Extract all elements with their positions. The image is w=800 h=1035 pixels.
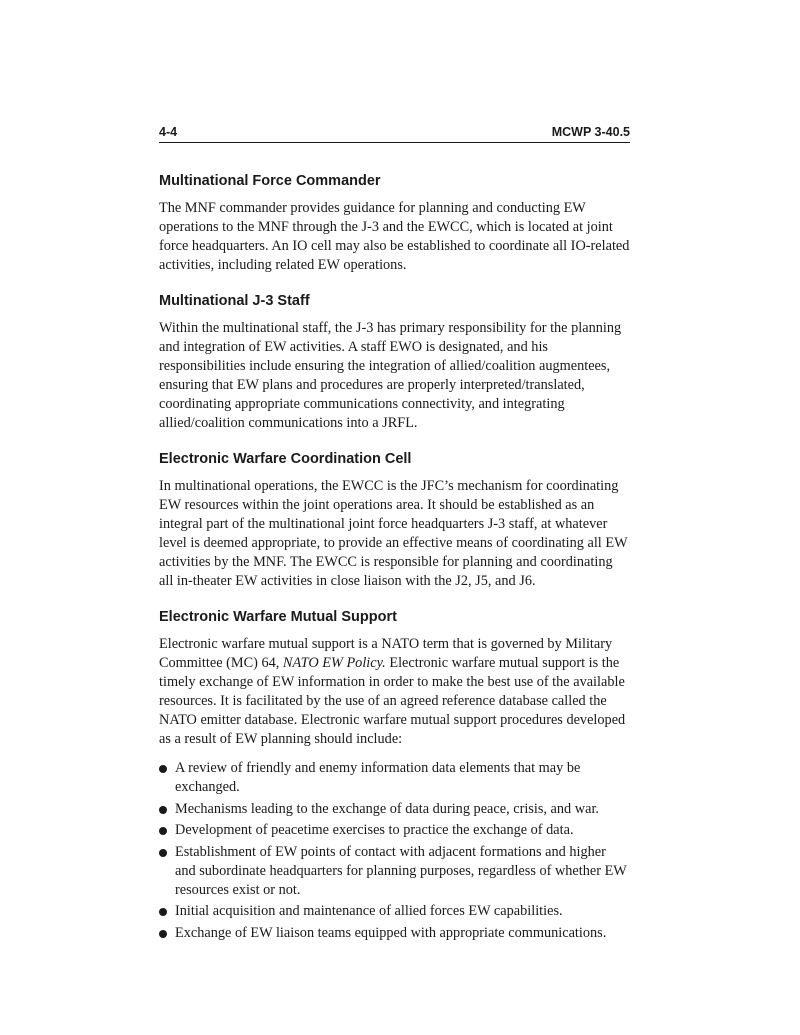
list-item-text: Development of peacetime exercises to practice the exchange of data. [175,822,574,838]
section-multinational-force-commander [159,172,630,275]
running-header [159,122,630,143]
bullet-icon [159,765,167,773]
bullet-icon [159,827,167,835]
list-item-text: Exchange of EW liaison teams equipped with appropriate communications. [175,924,607,941]
list-item [159,924,630,943]
paragraph-text: Electronic warfare mutual support is a NATO term that is governed by Military Committee (MC) 64, [159,636,613,671]
section-heading: Electronic Warfare Mutual Support [159,609,397,625]
bullet-list [159,759,630,943]
section-ew-mutual-support [159,608,630,943]
document-page [159,122,630,945]
document-id: MCWP 3-40.5 [551,125,630,139]
list-item-text: Mechanisms leading to the exchange of data during peace, crisis, and war. [175,800,599,817]
list-item-text: Initial acquisition and maintenance of allied forces EW capabilities. [175,903,563,919]
bullet-icon [159,849,167,857]
section-ew-coordination-cell [159,450,630,591]
section-paragraph: Within the multinational staff, the J-3 has primary responsibility for the planning and integration of EW activities. A staff EWO is designated, and his responsibilities include ensuring the integration of allied/coalition augmentees, ensuring that EW plans and procedures are properly interpreted/translated, coordinating appropriate communications connectivity, and integrating allied/coalition communications into a JRFL. [159,320,622,431]
section-heading: Multinational J-3 Staff [159,293,310,309]
section-heading: Electronic Warfare Coordination Cell [159,451,412,467]
section-paragraph: The MNF commander provides guidance for planning and conducting EW operations to the MNF through the J-3 and the EWCC, which is located at joint force headquarters. An IO cell may also be established to coordinate all IO-related activities, including related EW operations. [159,200,630,273]
list-item [159,759,630,797]
page-number: 4-4 [159,125,178,139]
policy-title: NATO EW Policy. [282,655,386,671]
list-item [159,821,630,840]
bullet-icon [159,806,167,814]
list-item [159,843,630,900]
section-paragraph: In multinational operations, the EWCC is the JFC’s mechanism for coordinating EW resources within the joint operations area. It should be established as an integral part of the multinational joint force headquarters J-3 staff, at whatever level is deemed appropriate, to provide an effective means of coordinating all EW activities by the MNF. The EWCC is responsible for planning and coordinating all in-theater EW activities in close liaison with the J2, J5, and J6. [159,478,628,589]
list-item-text: A review of friendly and enemy information data elements that may be exchanged. [175,760,581,795]
section-heading: Multinational Force Commander [159,173,381,189]
section-multinational-j3-staff [159,292,630,433]
bullet-icon [159,908,167,916]
paragraph-text: Electronic warfare mutual support is the timely exchange of EW information in order to make the best use of the available resources. It is facilitated by the use of an agreed reference database called the NATO emitter database. Electronic warfare mutual support procedures developed as a result of EW planning should include: [159,655,626,747]
section-paragraph [159,635,630,749]
bullet-icon [159,930,167,938]
list-item [159,902,630,921]
list-item-text: Establishment of EW points of contact with adjacent formations and higher and subordinate headquarters for planning purposes, regardless of whether EW resources exist or not. [175,843,627,898]
list-item [159,800,630,819]
